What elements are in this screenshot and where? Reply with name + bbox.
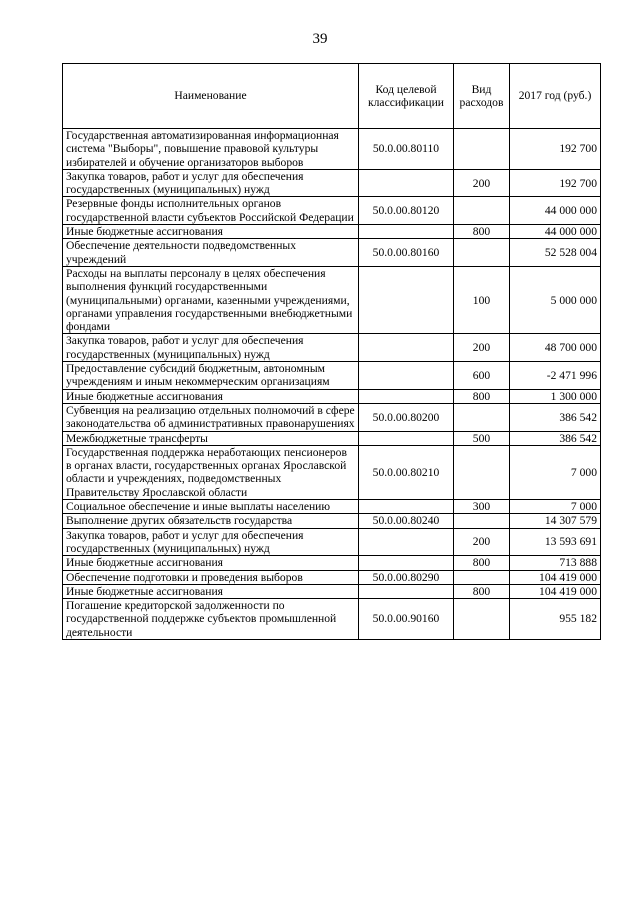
row-amount: 192 700 [510, 129, 601, 170]
table-row [63, 584, 601, 598]
row-code [359, 334, 454, 362]
row-code [359, 431, 454, 445]
column-header-name: Наименование [63, 64, 359, 129]
row-code: 50.0.00.80290 [359, 570, 454, 584]
row-amount: 48 700 000 [510, 334, 601, 362]
row-type [454, 129, 510, 170]
page-number: 39 [312, 31, 328, 47]
table-row [63, 514, 601, 528]
row-type [454, 403, 510, 431]
row-name: Резервные фонды исполнительных органов государственной власти субъектов Российской Федерации [63, 197, 359, 225]
row-code [359, 389, 454, 403]
table-row [63, 334, 601, 362]
row-type [454, 599, 510, 640]
row-name: Государственная поддержка неработающих пенсионеров в органах власти, государственных органах Ярославской области и учреждениях, подведомственных Правительству Ярославской области [63, 445, 359, 499]
row-name: Иные бюджетные ассигнования [63, 584, 359, 598]
row-code [359, 528, 454, 556]
row-amount: 192 700 [510, 169, 601, 197]
table-row [63, 225, 601, 239]
row-code: 50.0.00.80160 [359, 239, 454, 267]
row-amount: 713 888 [510, 556, 601, 570]
row-type [454, 197, 510, 225]
table-row [63, 556, 601, 570]
table-row [63, 266, 601, 333]
table-row [63, 169, 601, 197]
row-name: Иные бюджетные ассигнования [63, 225, 359, 239]
table-row [63, 129, 601, 170]
row-name: Закупка товаров, работ и услуг для обеспечения государственных (муниципальных) нужд [63, 334, 359, 362]
row-type: 200 [454, 334, 510, 362]
table-row [63, 197, 601, 225]
row-code [359, 266, 454, 333]
row-amount: 955 182 [510, 599, 601, 640]
row-amount: 1 300 000 [510, 389, 601, 403]
row-code: 50.0.00.80210 [359, 445, 454, 499]
row-type: 100 [454, 266, 510, 333]
row-name: Выполнение других обязательств государства [63, 514, 359, 528]
table-row [63, 403, 601, 431]
table-row [63, 445, 601, 499]
row-type [454, 239, 510, 267]
row-amount: 5 000 000 [510, 266, 601, 333]
row-code [359, 169, 454, 197]
row-type [454, 570, 510, 584]
row-code: 50.0.00.80110 [359, 129, 454, 170]
row-type: 200 [454, 169, 510, 197]
row-amount: 52 528 004 [510, 239, 601, 267]
row-amount: 104 419 000 [510, 570, 601, 584]
row-amount: 44 000 000 [510, 225, 601, 239]
row-type: 300 [454, 500, 510, 514]
row-name: Обеспечение деятельности подведомственных учреждений [63, 239, 359, 267]
row-amount: 386 542 [510, 403, 601, 431]
table-row [63, 500, 601, 514]
table-row [63, 389, 601, 403]
row-type [454, 445, 510, 499]
row-code: 50.0.00.80200 [359, 403, 454, 431]
row-amount: -2 471 996 [510, 362, 601, 390]
row-type: 800 [454, 225, 510, 239]
row-code [359, 500, 454, 514]
table-row [63, 570, 601, 584]
row-type [454, 514, 510, 528]
row-name: Погашение кредиторской задолженности по государственной поддержке субъектов промышленной деятельности [63, 599, 359, 640]
row-amount: 104 419 000 [510, 584, 601, 598]
table-row [63, 239, 601, 267]
budget-table [62, 63, 601, 640]
row-type: 800 [454, 556, 510, 570]
header-row [63, 64, 601, 129]
row-name: Иные бюджетные ассигнования [63, 389, 359, 403]
row-name: Закупка товаров, работ и услуг для обеспечения государственных (муниципальных) нужд [63, 528, 359, 556]
row-name: Обеспечение подготовки и проведения выборов [63, 570, 359, 584]
table-row [63, 528, 601, 556]
row-name: Расходы на выплаты персоналу в целях обеспечения выполнения функций государственными (муниципальными) органами, казенными учреждениями, органами управления государственными внебюджетными фондами [63, 266, 359, 333]
row-type: 500 [454, 431, 510, 445]
row-type: 800 [454, 584, 510, 598]
row-code: 50.0.00.90160 [359, 599, 454, 640]
row-name: Иные бюджетные ассигнования [63, 556, 359, 570]
row-amount: 14 307 579 [510, 514, 601, 528]
column-header-type: Вид расходов [454, 64, 510, 129]
row-amount: 7 000 [510, 500, 601, 514]
table-row [63, 599, 601, 640]
row-type: 600 [454, 362, 510, 390]
row-code: 50.0.00.80240 [359, 514, 454, 528]
row-name: Межбюджетные трансферты [63, 431, 359, 445]
row-type: 200 [454, 528, 510, 556]
row-code [359, 362, 454, 390]
row-code: 50.0.00.80120 [359, 197, 454, 225]
row-name: Предоставление субсидий бюджетным, автономным учреждениям и иным некоммерческим организациям [63, 362, 359, 390]
row-name: Закупка товаров, работ и услуг для обеспечения государственных (муниципальных) нужд [63, 169, 359, 197]
row-name: Социальное обеспечение и иные выплаты населению [63, 500, 359, 514]
table-row [63, 431, 601, 445]
row-amount: 7 000 [510, 445, 601, 499]
row-amount: 386 542 [510, 431, 601, 445]
row-amount: 44 000 000 [510, 197, 601, 225]
table-row [63, 362, 601, 390]
row-type: 800 [454, 389, 510, 403]
row-code [359, 225, 454, 239]
row-code [359, 584, 454, 598]
row-amount: 13 593 691 [510, 528, 601, 556]
column-header-amount: 2017 год (руб.) [510, 64, 601, 129]
row-name: Субвенция на реализацию отдельных полномочий в сфере законодательства об административных правонарушениях [63, 403, 359, 431]
column-header-code: Код целевой классификации [359, 64, 454, 129]
row-name: Государственная автоматизированная информационная система "Выборы", повышение правовой культуры избирателей и обучение организаторов выборов [63, 129, 359, 170]
row-code [359, 556, 454, 570]
